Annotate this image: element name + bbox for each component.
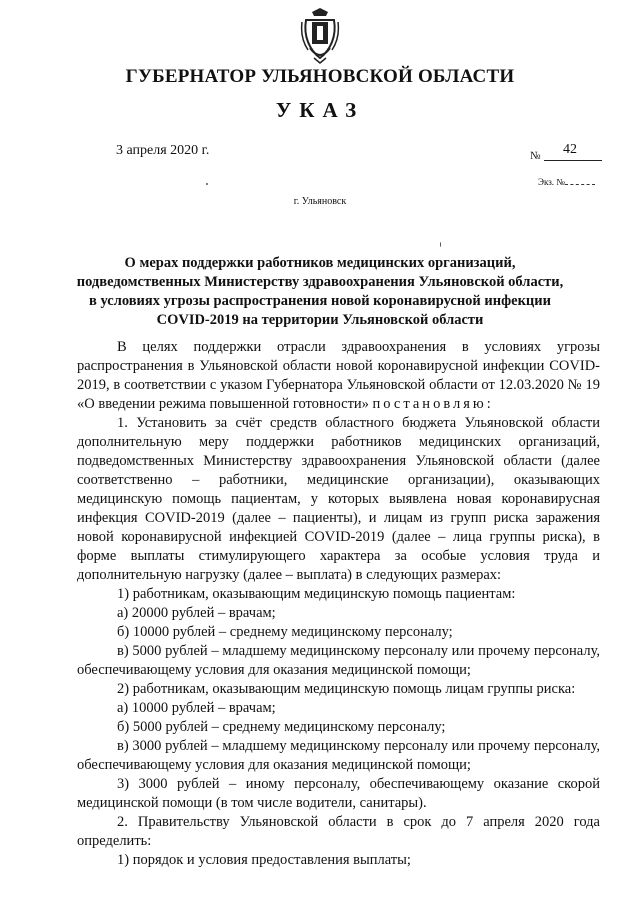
city-name: г. Ульяновск: [293, 196, 347, 207]
clause-1-1-c: в) 5000 рублей – младшему медицинскому персоналу или прочему персоналу, обеспечивающему условия для оказания медицинской помощи;: [77, 643, 600, 678]
clause-1-3: 3) 3000 рублей – иному персоналу, обеспечивающему оказание скорой медицинской помощи (в том числе водители, санитары).: [77, 776, 600, 811]
number-underline: [544, 160, 602, 161]
heading-line: в условиях угрозы распространения новой коронавирусной инфекции: [89, 293, 551, 309]
preamble-paragraph: [77, 338, 600, 414]
document-number: [530, 142, 602, 162]
resolve-word: постановляю:: [372, 396, 494, 412]
document-type-title: УКАЗ: [275, 98, 365, 122]
document-date: 3 апреля 2020 г.: [116, 143, 210, 158]
scan-speck: [206, 183, 208, 185]
clause-2-1: 1) порядок и условия предоставления выплаты;: [117, 852, 411, 868]
clause-1-1-b: б) 10000 рублей – среднему медицинскому персоналу;: [117, 624, 453, 640]
number-sign: №: [530, 150, 541, 162]
clause-1-1: 1) работникам, оказывающим медицинскую помощь пациентам:: [117, 586, 516, 602]
scan-speck: [440, 242, 441, 247]
clause-1-2-b: б) 5000 рублей – среднему медицинскому персоналу;: [117, 719, 446, 735]
copy-label: Экз. №: [538, 177, 565, 187]
number-value: 42: [563, 142, 577, 157]
clause-1-2-c: в) 3000 рублей – младшему медицинскому персоналу или прочему персоналу, обеспечивающему условия для оказания медицинской помощи;: [77, 738, 600, 773]
preamble-text: В целях поддержки отрасли здравоохранения в условиях угрозы распространения в Ульяновской области новой коронавирусной инфекции COVID-2019, в соответствии с указом Губернатора Ульяновской области от 12.03.2020 № 19 «О введении режима повышенной готовности»: [77, 339, 600, 412]
decree-body: [77, 338, 600, 870]
clause-1-2: 2) работникам, оказывающим медицинскую помощь лицам группы риска:: [117, 681, 576, 697]
clause-1-2-a: а) 10000 рублей – врачам;: [117, 700, 276, 716]
decree-heading: [70, 254, 570, 330]
copy-number-blank: [565, 184, 595, 185]
organization-title: ГУБЕРНАТОР УЛЬЯНОВСКОЙ ОБЛАСТИ: [125, 66, 515, 87]
clause-2: 2. Правительству Ульяновской области в срок до 7 апреля 2020 года определить:: [77, 814, 600, 849]
copy-number: [538, 177, 595, 187]
clause-1-1-a: а) 20000 рублей – врачам;: [117, 605, 276, 621]
heading-line: подведомственных Министерству здравоохранения Ульяновской области,: [76, 274, 564, 290]
heading-line: COVID-2019 на территории Ульяновской области: [156, 312, 484, 328]
coat-of-arms-icon: [300, 8, 340, 64]
clause-1: 1. Установить за счёт средств областного бюджета Ульяновской области дополнительную меру поддержки работников медицинских организаций, подведомственных Министерству здравоохранения Ульяновской области (далее соответственно – работники, медицинские организации), оказывающих медицинскую помощь пациентам, у которых выявлена новая коронавирусная инфекция COVID-2019 (далее – пациенты), и лицам из групп риска заражения новой коронавирусной инфекцией COVID-2019 (далее – лица группы риска), в форме выплаты стимулирующего характера за особые условия труда и дополнительную нагрузку (далее – выплата) в следующих размерах:: [77, 415, 600, 583]
heading-line: О мерах поддержки работников медицинских организаций,: [124, 255, 516, 271]
